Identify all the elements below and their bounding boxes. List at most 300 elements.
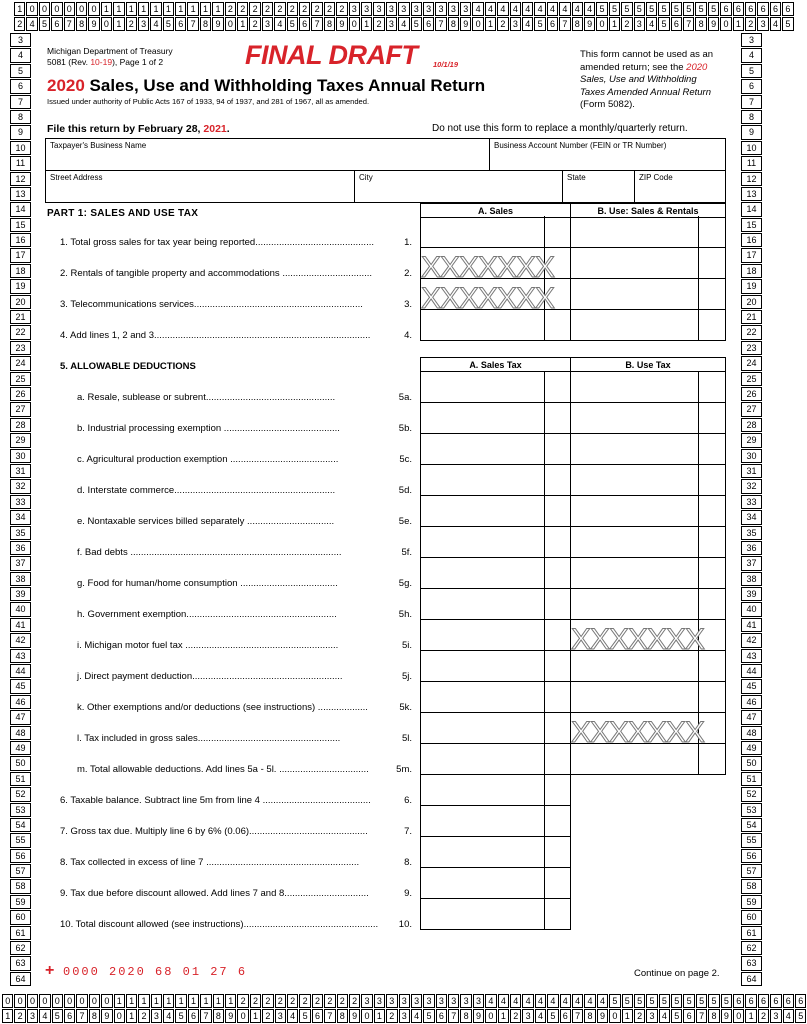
amount-field-b[interactable] <box>570 588 699 620</box>
cents-field-a[interactable] <box>544 402 571 434</box>
ruler-cell: 1 <box>609 17 620 31</box>
ruler-cell: 0 <box>26 2 37 16</box>
ruler-cell: 0 <box>472 17 483 31</box>
line-label: 10. Total discount allowed (see instructions)................................................... <box>60 919 379 930</box>
ruler-cell: 3 <box>423 994 434 1008</box>
ruler-cell: 4 <box>646 17 657 31</box>
ruler-cell: 5 <box>683 2 694 16</box>
ruler-cell: 0 <box>76 2 87 16</box>
ruler-cell: 4 <box>770 17 781 31</box>
ruler-cell: 40 <box>741 602 762 616</box>
ruler-cell: 63 <box>741 956 762 970</box>
ruler-cell: 2 <box>225 2 236 16</box>
amount-field-a[interactable] <box>420 650 545 682</box>
amount-field-a[interactable] <box>420 526 545 558</box>
ruler-cell: 1 <box>101 2 112 16</box>
ruler-cell: 64 <box>10 972 31 986</box>
ruler-cell: 3 <box>27 1009 38 1023</box>
ruler-cell: 4 <box>485 994 496 1008</box>
ruler-cell: 25 <box>741 372 762 386</box>
cents-field-a[interactable] <box>544 867 571 899</box>
ruler-cell: 9 <box>212 17 223 31</box>
ruler-cell: 4 <box>535 994 546 1008</box>
ruler-cell: 9 <box>460 17 471 31</box>
ruler-cell: 3 <box>386 17 397 31</box>
ruler-cell: 1 <box>745 1009 756 1023</box>
line-label: e. Nontaxable services billed separately ................................. <box>77 516 335 527</box>
ruler-cell: 3 <box>398 2 409 16</box>
amount-field-a[interactable] <box>420 743 545 775</box>
ruler-cell: 24 <box>10 356 31 370</box>
ruler-cell: 4 <box>287 1009 298 1023</box>
ruler-cell: 29 <box>741 433 762 447</box>
ruler-cell: 31 <box>741 464 762 478</box>
amount-field-b[interactable] <box>570 495 699 527</box>
ruler-cell: 1 <box>126 994 137 1008</box>
zip-field[interactable]: ZIP Code <box>634 170 726 203</box>
ruler-cell: 56 <box>10 849 31 863</box>
ruler-cell: 4 <box>411 1009 422 1023</box>
cents-field-b[interactable] <box>698 743 726 775</box>
ruler-cell: 8 <box>76 17 87 31</box>
line-label: 9. Tax due before discount allowed. Add lines 7 and 8................................ <box>60 888 369 899</box>
ruler-cell: 15 <box>10 218 31 232</box>
ruler-cell: 4 <box>398 17 409 31</box>
ruler-cell: 6 <box>783 994 794 1008</box>
cents-field-a[interactable] <box>544 681 571 713</box>
ruler-cell: 60 <box>10 910 31 924</box>
ruler-cell: 1 <box>498 1009 509 1023</box>
line-label: i. Michigan motor fuel tax .......................................................... <box>77 640 339 651</box>
cents-field-b[interactable] <box>698 526 726 558</box>
ruler-cell: 0 <box>361 1009 372 1023</box>
ruler-cell: 5 <box>696 994 707 1008</box>
amount-field-a[interactable] <box>420 402 545 434</box>
ruler-cell: 7 <box>311 17 322 31</box>
cents-field-b[interactable] <box>698 495 726 527</box>
ruler-cell: 3 <box>423 2 434 16</box>
amount-field-a[interactable] <box>420 712 545 744</box>
ruler-cell: 8 <box>213 1009 224 1023</box>
final-draft-stamp: FINAL DRAFT <box>245 40 418 70</box>
ruler-cell: 4 <box>584 994 595 1008</box>
cents-field-a[interactable] <box>544 464 571 496</box>
ruler-cell: 44 <box>10 664 31 678</box>
right-ruler <box>741 33 762 987</box>
cents-field-a[interactable] <box>544 216 571 248</box>
ruler-cell: 2 <box>299 994 310 1008</box>
line-number: 5m. <box>396 764 412 775</box>
ruler-cell: 18 <box>10 264 31 278</box>
cents-field-a[interactable] <box>544 650 571 682</box>
ruler-cell: 44 <box>741 664 762 678</box>
business-name-field[interactable]: Taxpayer's Business Name <box>45 138 490 171</box>
line-number: 5d. <box>398 485 412 496</box>
city-field[interactable]: City <box>354 170 563 203</box>
ruler-cell: 53 <box>10 803 31 817</box>
line-number: 5c. <box>399 454 412 465</box>
ruler-cell: 11 <box>10 156 31 170</box>
ruler-cell: 4 <box>522 17 533 31</box>
ruler-cell: 1 <box>361 17 372 31</box>
ruler-cell: 1 <box>175 2 186 16</box>
amount-field-b[interactable] <box>570 681 699 713</box>
ruler-cell: 55 <box>741 833 762 847</box>
ruler-cell: 7 <box>435 17 446 31</box>
ruler-cell: 1 <box>485 17 496 31</box>
ruler-cell: 1 <box>237 17 248 31</box>
cents-field-a[interactable] <box>544 836 571 868</box>
ruler-cell: 30 <box>741 449 762 463</box>
ruler-cell: 56 <box>741 849 762 863</box>
ruler-cell: 38 <box>10 572 31 586</box>
ruler-cell: 1 <box>114 994 125 1008</box>
ruler-cell: 8 <box>584 1009 595 1023</box>
ruler-cell: 43 <box>741 649 762 663</box>
cents-field-a[interactable] <box>544 588 571 620</box>
amount-field-a[interactable] <box>420 464 545 496</box>
amount-field-b[interactable] <box>570 650 699 682</box>
ruler-cell: 28 <box>741 418 762 432</box>
ruler-cell: 1 <box>163 2 174 16</box>
deductions-col-b-header: B. Use Tax <box>570 357 726 372</box>
ruler-cell: 35 <box>10 526 31 540</box>
ruler-cell: 20 <box>741 295 762 309</box>
ruler-cell: 9 <box>10 125 31 139</box>
ruler-cell: 0 <box>39 994 50 1008</box>
line-label: l. Tax included in gross sales...................................................... <box>77 733 341 744</box>
cents-field-a[interactable] <box>544 743 571 775</box>
ruler-cell: 7 <box>76 1009 87 1023</box>
form-title: 2020 Sales, Use and Withholding Taxes Annual Return <box>47 76 486 95</box>
ruler-cell: 9 <box>349 1009 360 1023</box>
cents-field-b[interactable] <box>698 402 726 434</box>
ruler-cell: 3 <box>138 17 149 31</box>
ruler-cell: 1 <box>200 994 211 1008</box>
ruler-cell: 3 <box>646 1009 657 1023</box>
line-number: 5k. <box>399 702 412 713</box>
ruler-cell: 8 <box>460 1009 471 1023</box>
ruler-cell: 48 <box>741 726 762 740</box>
amount-field-b[interactable] <box>570 557 699 589</box>
amount-field-b[interactable] <box>570 433 699 465</box>
cents-field-a[interactable] <box>544 805 571 837</box>
cents-field-a[interactable] <box>544 557 571 589</box>
ruler-cell: 5 <box>10 64 31 78</box>
ruler-cell: 51 <box>10 772 31 786</box>
ruler-cell: 23 <box>741 341 762 355</box>
ruler-cell: 6 <box>745 994 756 1008</box>
ruler-cell: 2 <box>745 17 756 31</box>
cents-field-b[interactable] <box>698 464 726 496</box>
line-label: a. Resale, sublease or subrent................................................. <box>77 392 336 403</box>
ruler-cell: 35 <box>741 526 762 540</box>
ruler-cell: 54 <box>741 818 762 832</box>
ruler-cell: 3 <box>386 2 397 16</box>
cents-field-a[interactable] <box>544 309 571 341</box>
ruler-cell: 0 <box>733 1009 744 1023</box>
ruler-cell: 21 <box>10 310 31 324</box>
amount-field-b[interactable] <box>570 278 699 310</box>
ruler-cell: 6 <box>745 2 756 16</box>
ruler-cell: 2 <box>497 17 508 31</box>
ruler-cell: 22 <box>10 325 31 339</box>
do-not-use-note: Do not use this form to replace a monthly/quarterly return. <box>432 123 688 134</box>
ruler-cell: 4 <box>572 2 583 16</box>
line-label: 8. Tax collected in excess of line 7 .......................................................... <box>60 857 360 868</box>
ruler-cell: 6 <box>741 79 762 93</box>
amount-field-a[interactable] <box>420 681 545 713</box>
amount-field-b[interactable] <box>570 247 699 279</box>
ruler-cell: 3 <box>448 2 459 16</box>
ruler-cell: 6 <box>758 994 769 1008</box>
ruler-cell: 4 <box>510 2 521 16</box>
ruler-cell: 14 <box>741 202 762 216</box>
part1-title: PART 1: SALES AND USE TAX <box>47 208 199 219</box>
ruler-cell: 6 <box>10 79 31 93</box>
ruler-cell: 9 <box>101 1009 112 1023</box>
barcode-number: 0000 2020 68 01 27 6 <box>63 965 248 979</box>
ruler-cell: 1 <box>175 994 186 1008</box>
ruler-cell: 7 <box>187 17 198 31</box>
ruler-cell: 2 <box>237 994 248 1008</box>
cents-field-b[interactable] <box>698 247 726 279</box>
ruler-cell: 7 <box>448 1009 459 1023</box>
ruler-cell: 4 <box>534 2 545 16</box>
cents-field-b[interactable] <box>698 216 726 248</box>
line-number: 8. <box>404 857 412 868</box>
ruler-cell: 10 <box>10 141 31 155</box>
cents-field-a[interactable] <box>544 433 571 465</box>
ruler-cell: 2 <box>126 17 137 31</box>
top-ruler-row-2 <box>14 17 795 31</box>
ruler-cell: 1 <box>187 2 198 16</box>
ruler-cell: 2 <box>324 2 335 16</box>
amount-field-a[interactable] <box>420 588 545 620</box>
ruler-cell: 36 <box>10 541 31 555</box>
bottom-ruler-row-2 <box>2 1009 807 1023</box>
amount-field-b[interactable] <box>570 402 699 434</box>
ruler-cell: 1 <box>374 1009 385 1023</box>
ruler-cell: 9 <box>473 1009 484 1023</box>
ruler-cell: 7 <box>559 17 570 31</box>
draft-date: 10/1/19 <box>433 60 459 69</box>
cents-field-b[interactable] <box>698 433 726 465</box>
ruler-cell: 61 <box>10 926 31 940</box>
ruler-cell: 8 <box>200 17 211 31</box>
ruler-cell: 3 <box>634 17 645 31</box>
ruler-cell: 6 <box>299 17 310 31</box>
line-number: 3. <box>404 299 412 310</box>
ruler-cell: 49 <box>10 741 31 755</box>
cents-field-b[interactable] <box>698 650 726 682</box>
bottom-ruler-row-1 <box>2 994 807 1008</box>
ruler-cell: 9 <box>741 125 762 139</box>
amended-note: This form cannot be used as an amended return; see the 2020 Sales, Use and Withholding Taxes Amended Annual Return (Form 5082). <box>580 49 714 110</box>
amount-field-b[interactable] <box>570 743 699 775</box>
ruler-cell: 9 <box>721 1009 732 1023</box>
ruler-cell: 6 <box>757 2 768 16</box>
line-label: k. Other exemptions and/or deductions (see instructions) ................... <box>77 702 368 713</box>
amount-field-a[interactable] <box>420 867 545 899</box>
ruler-cell: 7 <box>200 1009 211 1023</box>
ruler-cell: 3 <box>361 994 372 1008</box>
ruler-cell: 4 <box>597 994 608 1008</box>
ruler-cell: 38 <box>741 572 762 586</box>
cents-field-b[interactable] <box>698 588 726 620</box>
ruler-cell: 4 <box>497 2 508 16</box>
amount-field-b[interactable] <box>570 371 699 403</box>
ruler-cell: 5 <box>671 2 682 16</box>
cents-field-a[interactable] <box>544 526 571 558</box>
cents-field-b[interactable] <box>698 557 726 589</box>
account-number-field[interactable]: Business Account Number (FEIN or TR Number) <box>489 138 726 171</box>
line-label: b. Industrial processing exemption ............................................ <box>77 423 340 434</box>
line-number: 6. <box>404 795 412 806</box>
ruler-cell: 37 <box>741 556 762 570</box>
amount-field-b[interactable] <box>570 464 699 496</box>
cents-field-a[interactable] <box>544 619 571 651</box>
deductions-title: 5. ALLOWABLE DEDUCTIONS <box>60 361 196 372</box>
street-address-field[interactable]: Street Address <box>45 170 355 203</box>
ruler-cell: 40 <box>10 602 31 616</box>
ruler-cell: 7 <box>324 1009 335 1023</box>
ruler-cell: 6 <box>436 1009 447 1023</box>
line-number: 1. <box>404 237 412 248</box>
line-number: 5b. <box>398 423 412 434</box>
ruler-cell: 5 <box>634 994 645 1008</box>
ruler-cell: 41 <box>10 618 31 632</box>
ruler-cell: 3 <box>770 1009 781 1023</box>
ruler-cell: 6 <box>671 17 682 31</box>
cents-field-a[interactable] <box>544 774 571 806</box>
ruler-cell: 2 <box>249 17 260 31</box>
ruler-cell: 39 <box>741 587 762 601</box>
ruler-cell: 62 <box>741 941 762 955</box>
line-label: d. Interstate commerce............................................................. <box>77 485 336 496</box>
amount-field-a[interactable] <box>420 619 545 651</box>
line-number: 2. <box>404 268 412 279</box>
cents-field-b[interactable] <box>698 371 726 403</box>
ruler-cell: 47 <box>741 710 762 724</box>
ruler-cell: 47 <box>10 710 31 724</box>
ruler-cell: 8 <box>708 1009 719 1023</box>
amount-field-a[interactable] <box>420 805 545 837</box>
amount-field-b[interactable] <box>570 526 699 558</box>
ruler-cell: 5 <box>534 17 545 31</box>
ruler-cell: 3 <box>275 1009 286 1023</box>
cents-field-b[interactable] <box>698 681 726 713</box>
ruler-cell: 4 <box>150 17 161 31</box>
ruler-cell: 3 <box>741 33 762 47</box>
ruler-cell: 0 <box>39 2 50 16</box>
line-number: 9. <box>404 888 412 899</box>
amount-field-b[interactable] <box>570 216 699 248</box>
line-label: m. Total allowable deductions. Add lines 5a - 5l. .................................. <box>77 764 369 775</box>
ruler-cell: 0 <box>720 17 731 31</box>
amount-field-a[interactable] <box>420 371 545 403</box>
ruler-cell: 5 <box>795 1009 806 1023</box>
cents-field-a[interactable] <box>544 371 571 403</box>
ruler-cell: 63 <box>10 956 31 970</box>
ruler-cell: 6 <box>733 994 744 1008</box>
ruler-cell: 9 <box>88 17 99 31</box>
cents-field-a[interactable] <box>544 495 571 527</box>
ruler-cell: 5 <box>646 2 657 16</box>
amount-field-a[interactable] <box>420 495 545 527</box>
ruler-cell: 28 <box>10 418 31 432</box>
line-number: 5i. <box>401 640 412 651</box>
ruler-cell: 0 <box>609 1009 620 1023</box>
cents-field-a[interactable] <box>544 712 571 744</box>
ruler-cell: 0 <box>27 994 38 1008</box>
ruler-cell: 37 <box>10 556 31 570</box>
ruler-cell: 18 <box>741 264 762 278</box>
agency-name: Michigan Department of Treasury <box>47 46 173 56</box>
amount-field-a[interactable] <box>420 836 545 868</box>
ruler-cell: 58 <box>741 879 762 893</box>
line-number: 5f. <box>401 547 412 558</box>
ruler-cell: 1 <box>113 17 124 31</box>
ruler-cell: 5 <box>299 1009 310 1023</box>
ruler-cell: 58 <box>10 879 31 893</box>
amount-field-a[interactable] <box>420 774 545 806</box>
line-number: 5j. <box>401 671 412 682</box>
ruler-cell: 2 <box>262 2 273 16</box>
ruler-cell: 5 <box>634 2 645 16</box>
ruler-cell: 4 <box>26 17 37 31</box>
ruler-cell: 61 <box>741 926 762 940</box>
amount-field-a[interactable] <box>420 433 545 465</box>
ruler-cell: 2 <box>634 1009 645 1023</box>
ruler-cell: 2 <box>336 2 347 16</box>
ruler-cell: 42 <box>741 633 762 647</box>
ruler-cell: 5 <box>609 2 620 16</box>
ruler-cell: 46 <box>10 695 31 709</box>
ruler-cell: 1 <box>151 994 162 1008</box>
ruler-cell: 1 <box>2 1009 13 1023</box>
ruler-cell: 2 <box>510 1009 521 1023</box>
not-applicable-mark: XXXXXXX <box>421 282 555 315</box>
cents-field-b[interactable] <box>698 309 726 341</box>
ruler-cell: 8 <box>695 17 706 31</box>
ruler-cell: 0 <box>51 2 62 16</box>
ruler-cell: 5 <box>708 994 719 1008</box>
cents-field-a[interactable] <box>544 898 571 930</box>
amount-field-a[interactable] <box>420 309 545 341</box>
ruler-cell: 5 <box>683 994 694 1008</box>
ruler-cell: 1 <box>14 2 25 16</box>
ruler-cell: 51 <box>741 772 762 786</box>
line-label: 1. Total gross sales for tax year being reported............................................. <box>60 237 374 248</box>
ruler-cell: 9 <box>584 17 595 31</box>
cents-field-b[interactable] <box>698 278 726 310</box>
line-label: h. Government exemption......................................................... <box>77 609 337 620</box>
ruler-cell: 0 <box>101 994 112 1008</box>
amount-field-a[interactable] <box>420 216 545 248</box>
amount-field-a[interactable] <box>420 898 545 930</box>
state-field[interactable]: State <box>562 170 635 203</box>
amount-field-b[interactable] <box>570 309 699 341</box>
ruler-cell: 1 <box>212 2 223 16</box>
ruler-cell: 5 <box>695 2 706 16</box>
amount-field-a[interactable] <box>420 557 545 589</box>
line-number: 5g. <box>398 578 412 589</box>
ruler-cell: 19 <box>10 279 31 293</box>
ruler-cell: 11 <box>741 156 762 170</box>
ruler-cell: 5 <box>547 1009 558 1023</box>
ruler-cell: 32 <box>10 479 31 493</box>
